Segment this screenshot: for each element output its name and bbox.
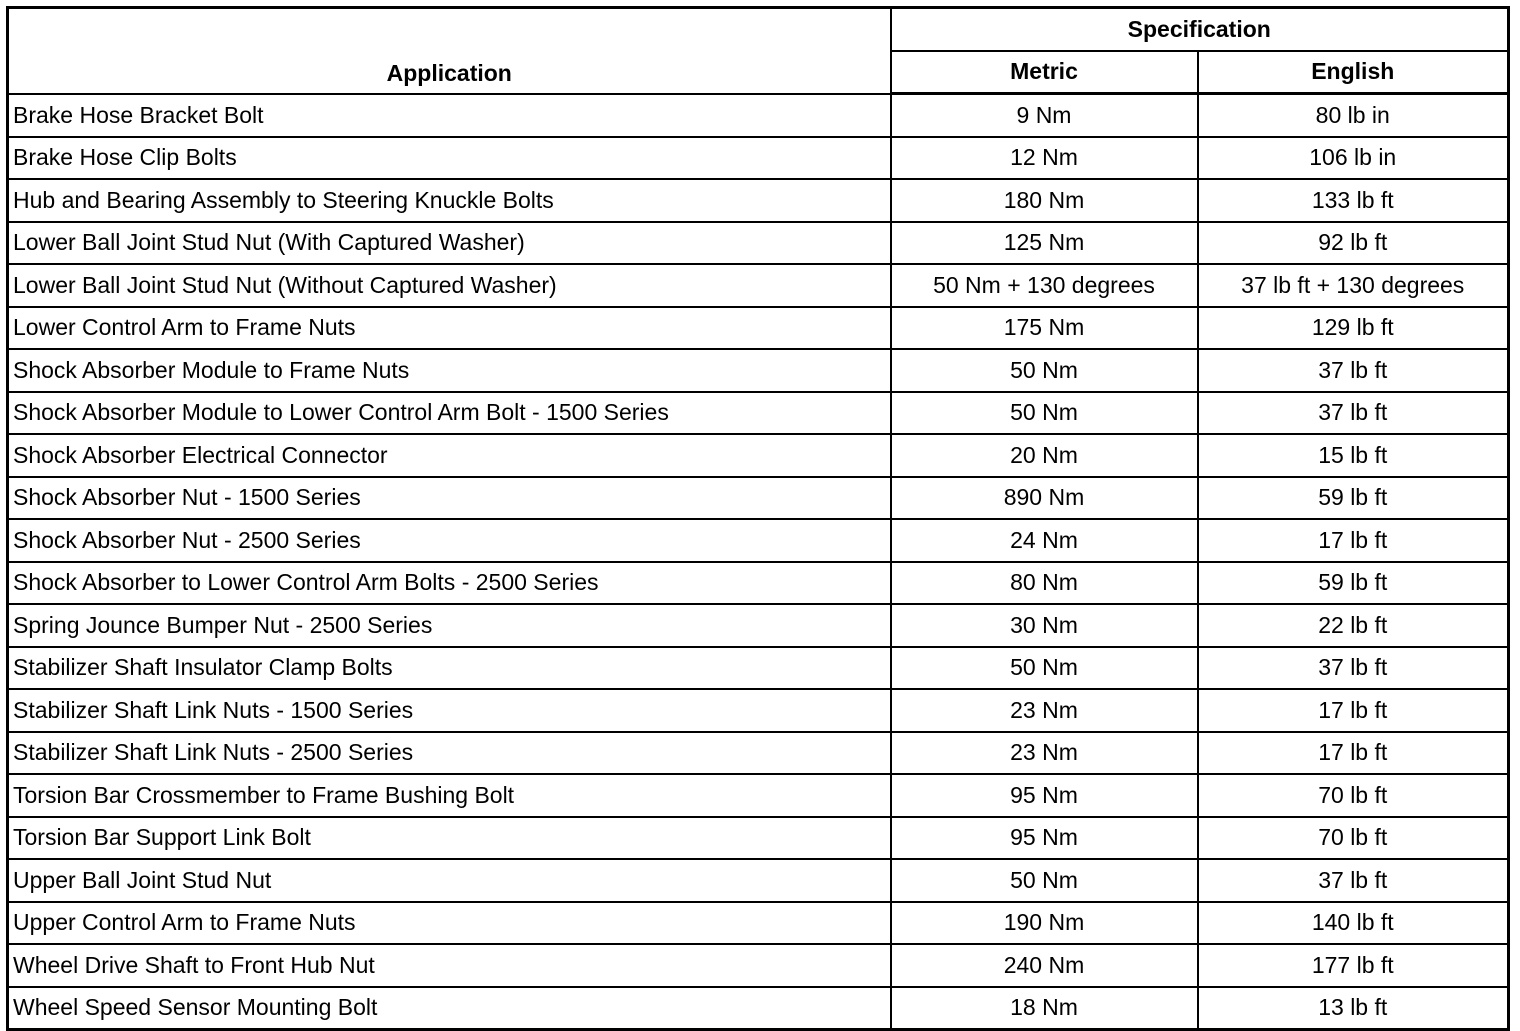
metric-cell: 95 Nm [891,774,1198,817]
table-row [8,604,1509,647]
english-cell: 13 lb ft [1198,987,1509,1030]
english-cell: 133 lb ft [1198,179,1509,222]
table-row [8,647,1509,690]
application-cell: Shock Absorber Module to Lower Control Arm Bolt - 1500 Series [8,392,891,435]
application-cell: Spring Jounce Bumper Nut - 2500 Series [8,604,891,647]
english-cell: 37 lb ft [1198,859,1509,902]
table-row [8,774,1509,817]
metric-cell: 125 Nm [891,222,1198,265]
table-row [8,689,1509,732]
english-cell: 37 lb ft [1198,349,1509,392]
header-metric: Metric [891,51,1198,94]
application-cell: Wheel Drive Shaft to Front Hub Nut [8,944,891,987]
metric-cell: 190 Nm [891,902,1198,945]
english-cell: 37 lb ft + 130 degrees [1198,264,1509,307]
english-cell: 177 lb ft [1198,944,1509,987]
english-cell: 129 lb ft [1198,307,1509,350]
application-cell: Shock Absorber Electrical Connector [8,434,891,477]
application-cell: Shock Absorber Nut - 1500 Series [8,477,891,520]
application-cell: Shock Absorber Nut - 2500 Series [8,519,891,562]
metric-cell: 175 Nm [891,307,1198,350]
application-cell: Torsion Bar Support Link Bolt [8,817,891,860]
english-cell: 17 lb ft [1198,519,1509,562]
english-cell: 59 lb ft [1198,562,1509,605]
metric-cell: 890 Nm [891,477,1198,520]
metric-cell: 24 Nm [891,519,1198,562]
metric-cell: 9 Nm [891,94,1198,137]
table-row [8,987,1509,1030]
english-cell: 37 lb ft [1198,392,1509,435]
application-cell: Stabilizer Shaft Insulator Clamp Bolts [8,647,891,690]
application-cell: Upper Control Arm to Frame Nuts [8,902,891,945]
header-application: Application [8,8,891,94]
application-cell: Stabilizer Shaft Link Nuts - 1500 Series [8,689,891,732]
metric-cell: 23 Nm [891,689,1198,732]
header-english: English [1198,51,1509,94]
table-row [8,179,1509,222]
english-cell: 59 lb ft [1198,477,1509,520]
table-row [8,477,1509,520]
english-cell: 140 lb ft [1198,902,1509,945]
table-body [8,94,1509,1030]
table-row [8,434,1509,477]
english-cell: 22 lb ft [1198,604,1509,647]
application-cell: Brake Hose Clip Bolts [8,137,891,180]
metric-cell: 12 Nm [891,137,1198,180]
english-cell: 106 lb in [1198,137,1509,180]
english-cell: 80 lb in [1198,94,1509,137]
metric-cell: 18 Nm [891,987,1198,1030]
english-cell: 15 lb ft [1198,434,1509,477]
application-cell: Shock Absorber to Lower Control Arm Bolts - 2500 Series [8,562,891,605]
table-row [8,944,1509,987]
torque-spec-table [6,6,1510,1031]
application-cell: Wheel Speed Sensor Mounting Bolt [8,987,891,1030]
english-cell: 70 lb ft [1198,817,1509,860]
metric-cell: 50 Nm + 130 degrees [891,264,1198,307]
english-cell: 17 lb ft [1198,689,1509,732]
table-row [8,222,1509,265]
application-cell: Lower Control Arm to Frame Nuts [8,307,891,350]
metric-cell: 50 Nm [891,349,1198,392]
header-specification: Specification [891,8,1509,51]
application-cell: Upper Ball Joint Stud Nut [8,859,891,902]
english-cell: 92 lb ft [1198,222,1509,265]
table-row [8,349,1509,392]
application-cell: Lower Ball Joint Stud Nut (With Captured Washer) [8,222,891,265]
english-cell: 70 lb ft [1198,774,1509,817]
table-row [8,307,1509,350]
metric-cell: 30 Nm [891,604,1198,647]
table-row [8,94,1509,137]
english-cell: 37 lb ft [1198,647,1509,690]
table-row [8,264,1509,307]
table-row [8,817,1509,860]
table-row [8,859,1509,902]
application-cell: Brake Hose Bracket Bolt [8,94,891,137]
application-cell: Lower Ball Joint Stud Nut (Without Captured Washer) [8,264,891,307]
metric-cell: 180 Nm [891,179,1198,222]
application-cell: Torsion Bar Crossmember to Frame Bushing Bolt [8,774,891,817]
metric-cell: 50 Nm [891,392,1198,435]
table-row [8,732,1509,775]
application-cell: Hub and Bearing Assembly to Steering Knuckle Bolts [8,179,891,222]
metric-cell: 95 Nm [891,817,1198,860]
metric-cell: 50 Nm [891,859,1198,902]
table-row [8,137,1509,180]
metric-cell: 50 Nm [891,647,1198,690]
table-row [8,902,1509,945]
table-header [8,8,1509,94]
metric-cell: 240 Nm [891,944,1198,987]
table-row [8,392,1509,435]
application-cell: Shock Absorber Module to Frame Nuts [8,349,891,392]
application-cell: Stabilizer Shaft Link Nuts - 2500 Series [8,732,891,775]
metric-cell: 23 Nm [891,732,1198,775]
metric-cell: 80 Nm [891,562,1198,605]
english-cell: 17 lb ft [1198,732,1509,775]
metric-cell: 20 Nm [891,434,1198,477]
table-row [8,562,1509,605]
table-row [8,519,1509,562]
